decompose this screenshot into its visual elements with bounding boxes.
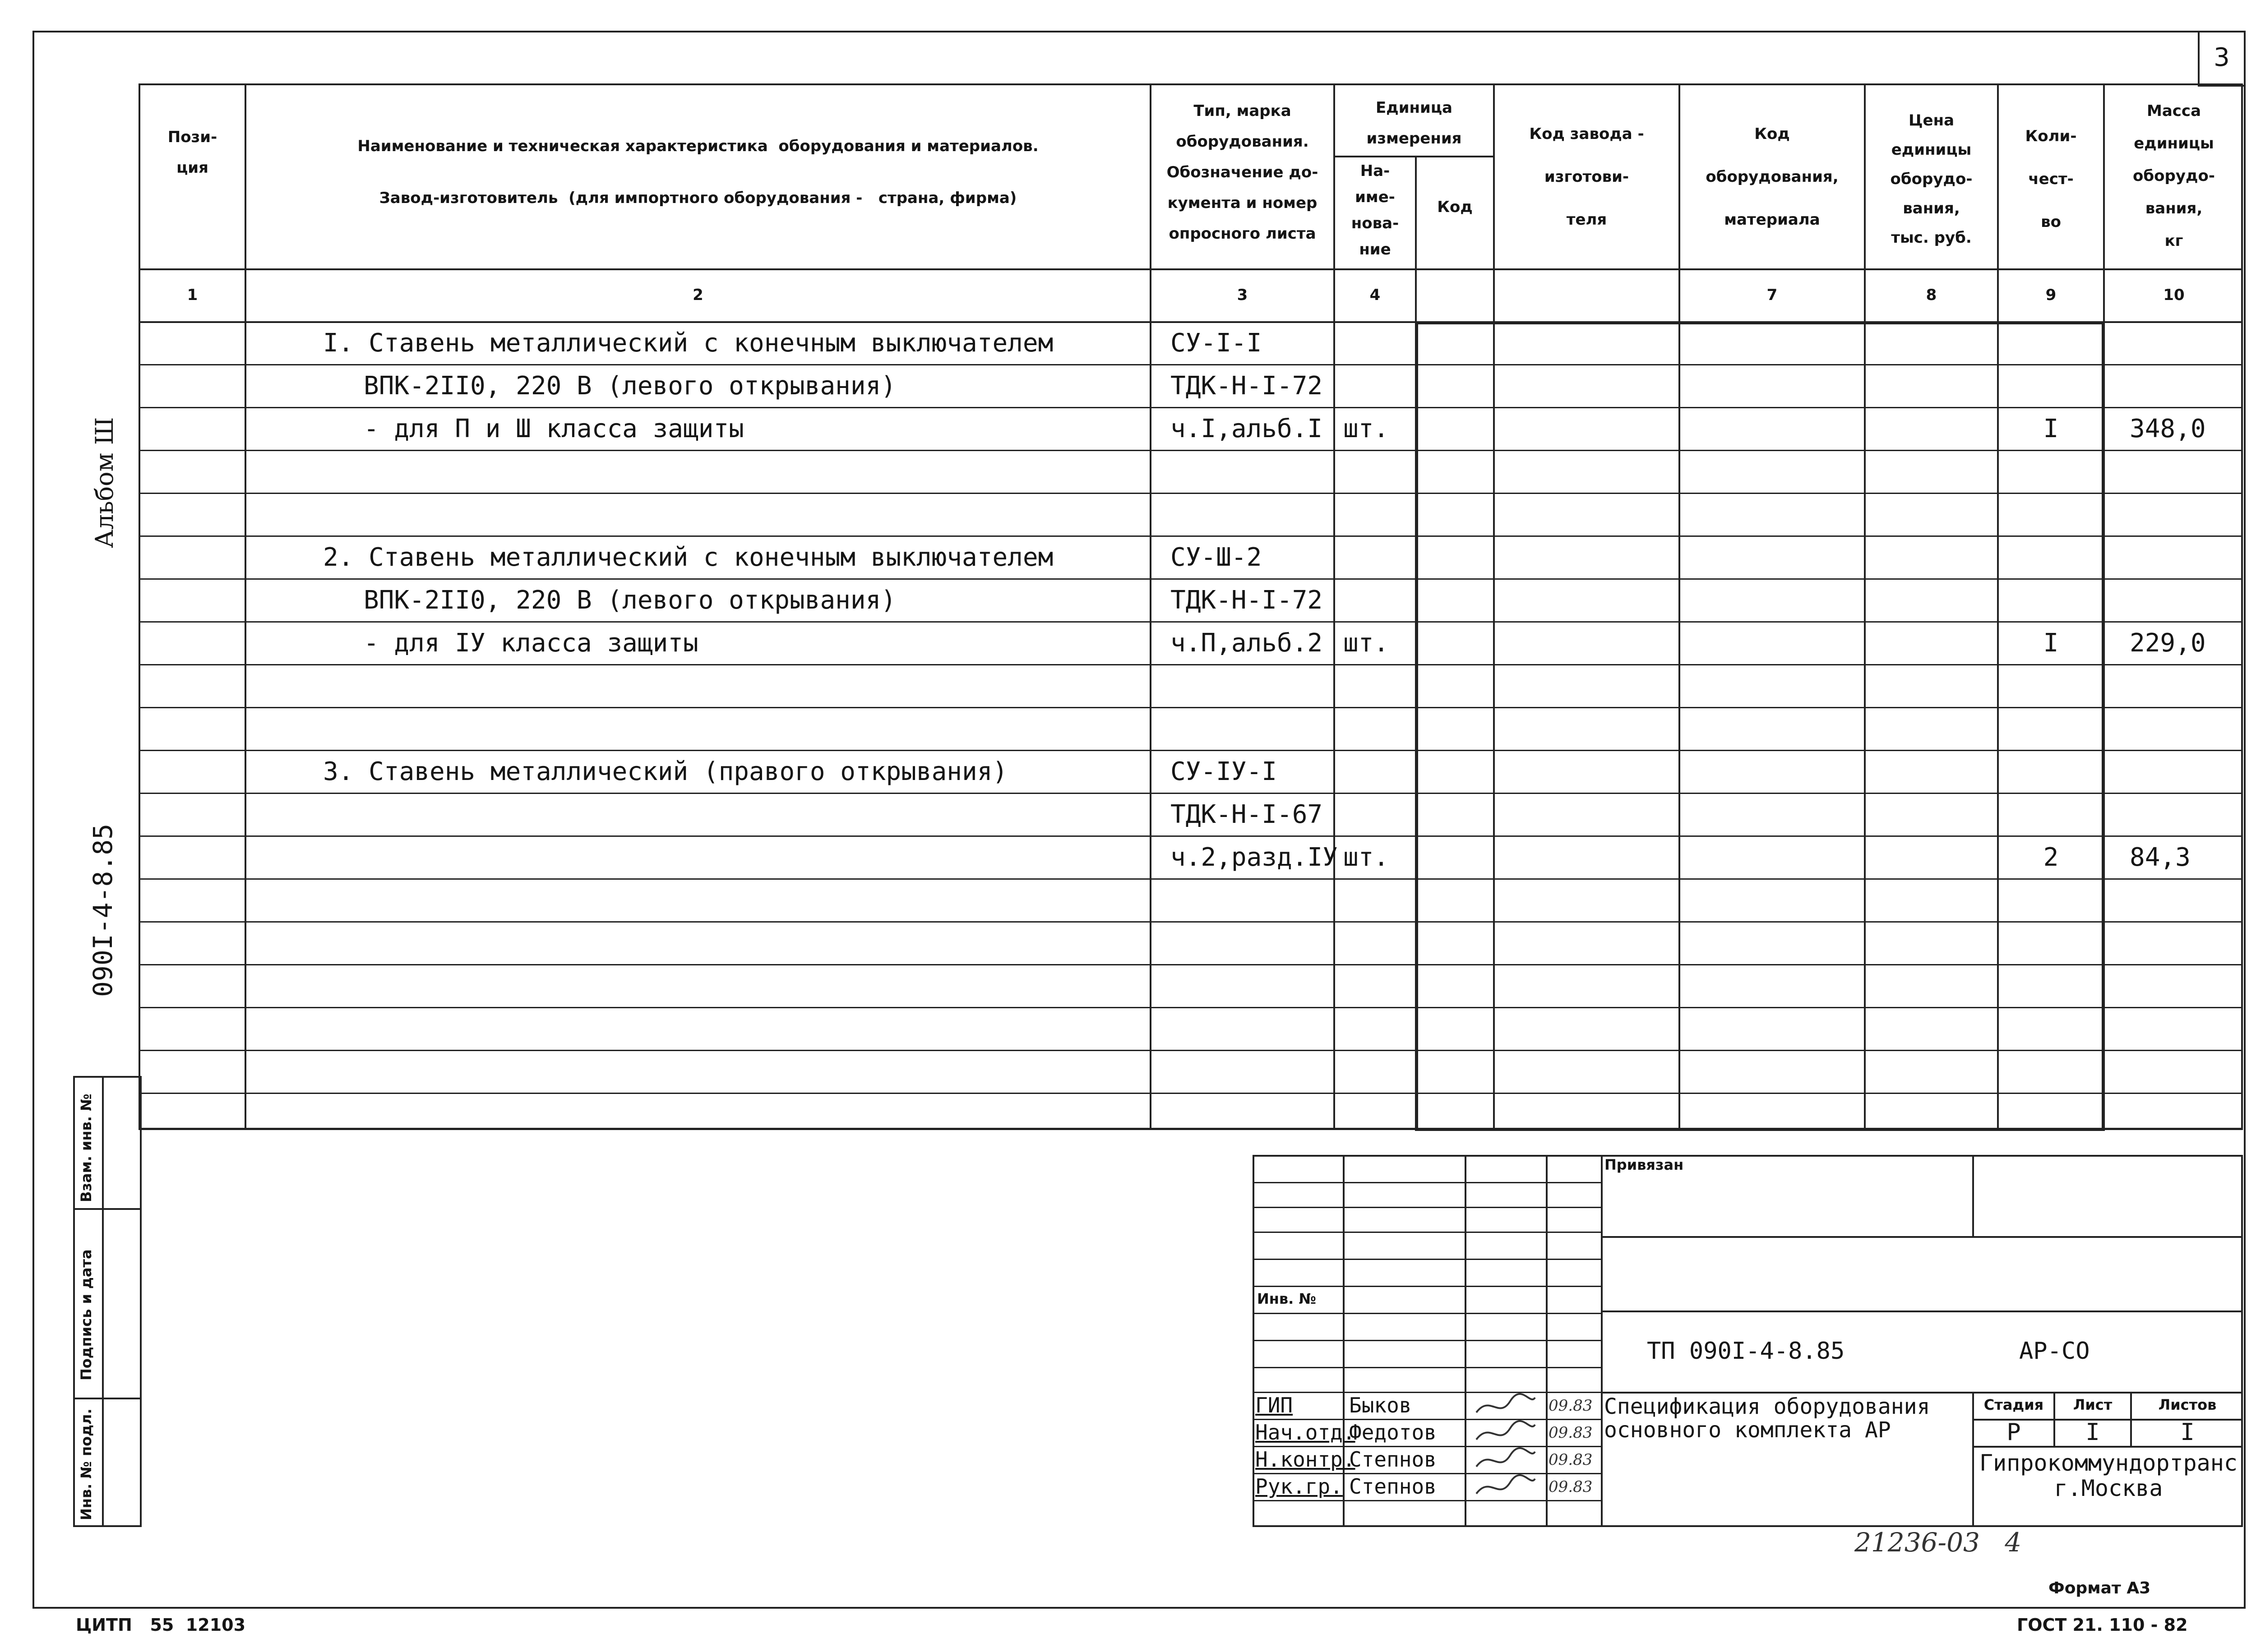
row-3-type: ч.I,альб.I	[1170, 414, 1323, 443]
sheet-number: 3	[2214, 43, 2230, 72]
header-price: Цена единицы оборудо- вания, тыс. руб.	[1890, 111, 1973, 247]
header-unit-name: На- име- нова- ние	[1351, 162, 1399, 258]
header-type: Тип, марка оборудования. Обозначение до- кумента и номер опросного листа	[1166, 102, 1318, 243]
header-plant-code: Код завода - изготови- теля	[1529, 125, 1644, 229]
row-12-type: ТДК-Н-I-67	[1170, 800, 1323, 829]
row-2-name: ВПК-2II0, 220 В (левого открывания)	[364, 371, 897, 401]
signature-mark-1	[1472, 1392, 1539, 1419]
col-num-10: 10	[2163, 286, 2185, 304]
designation: ТП 090I-4-8.85	[1647, 1338, 1845, 1365]
margin-label-vzam: Взам. инв. №	[78, 1094, 95, 1202]
signature-mark-2	[1472, 1419, 1539, 1446]
doc-title: Спецификация оборудования основного комплекта АР	[1604, 1394, 1930, 1443]
privyazan-label: Привязан	[1604, 1156, 1684, 1173]
header-unit-code: Код	[1437, 198, 1473, 216]
inv-no-label: Инв. №	[1257, 1290, 1316, 1307]
row-1-name: I. Ставень металлический с конечным выключателем	[323, 328, 1054, 358]
row-8-unit: шт.	[1343, 628, 1389, 658]
header-name-b: Завод-изготовитель (для импортного оборудования - страна, фирма)	[379, 189, 1017, 207]
sheets-value: I	[2180, 1419, 2195, 1446]
sheets-label: Листов	[2158, 1396, 2217, 1413]
signer-3-role: Н.контр.	[1255, 1447, 1355, 1472]
signature-mark-3	[1472, 1446, 1539, 1473]
signature-mark-4	[1472, 1473, 1539, 1500]
row-13-unit: шт.	[1343, 843, 1389, 872]
signer-2-date: 09.83	[1549, 1424, 1593, 1442]
col-num-7: 7	[1766, 286, 1778, 304]
row-3-name: - для П и Ш класса защиты	[364, 414, 744, 443]
row-3-mass: 348,0	[2130, 414, 2206, 443]
signer-1-date: 09.83	[1549, 1397, 1593, 1415]
row-7-type: ТДК-Н-I-72	[1170, 586, 1323, 615]
header-unit: Единица измерения	[1366, 99, 1462, 148]
row-3-unit: шт.	[1343, 414, 1389, 443]
signer-2-name: Федотов	[1349, 1420, 1437, 1444]
organization: Гипрокоммундортранс г.Москва	[1979, 1450, 2238, 1501]
margin-label-signature: Подпись и дата	[78, 1249, 95, 1380]
doc-code: АР-СО	[2019, 1338, 2090, 1365]
header-mass: Масса единицы оборудо- вания, кг	[2133, 102, 2215, 250]
footer-right: ГОСТ 21. 110 - 82	[2017, 1615, 2188, 1635]
signer-1-name: Быков	[1349, 1393, 1412, 1417]
col-num-3: 3	[1237, 286, 1248, 304]
header-equipment-code: Код оборудования, материала	[1706, 125, 1839, 229]
project-code-vertical: 090I-4-8.85	[88, 823, 118, 997]
signer-1-role: ГИП	[1255, 1393, 1293, 1417]
format-label: Формат А3	[2048, 1579, 2151, 1597]
row-6-type: СУ-Ш-2	[1170, 543, 1262, 572]
row-7-name: ВПК-2II0, 220 В (левого открывания)	[364, 586, 897, 615]
stage-label: Стадия	[1983, 1396, 2044, 1413]
signer-4-name: Степнов	[1349, 1474, 1437, 1499]
header-quantity: Коли- чест- во	[2025, 127, 2077, 231]
signer-4-role: Рук.гр.	[1255, 1474, 1343, 1499]
row-11-name: 3. Ставень металлический (правого открывания)	[323, 757, 1008, 786]
col-num-4: 4	[1369, 286, 1381, 304]
sheet-label: Лист	[2073, 1396, 2113, 1413]
row-8-type: ч.П,альб.2	[1170, 628, 1323, 658]
stage-value: Р	[2006, 1419, 2021, 1446]
signer-3-name: Степнов	[1349, 1447, 1437, 1472]
row-13-mass: 84,3	[2130, 843, 2191, 872]
row-2-type: ТДК-Н-I-72	[1170, 371, 1323, 401]
header-name-a: Наименование и техническая характеристика оборудования и материалов.	[357, 137, 1039, 155]
row-8-name: - для IУ класса защиты	[364, 628, 698, 658]
row-1-type: СУ-I-I	[1170, 328, 1262, 358]
col-num-2: 2	[693, 286, 703, 304]
margin-label-inv-podl: Инв. № подл.	[78, 1408, 95, 1520]
header-position: Пози- ция	[167, 128, 217, 177]
row-6-name: 2. Ставень металлический с конечным выключателем	[323, 543, 1054, 572]
signer-3-date: 09.83	[1549, 1451, 1593, 1469]
stamp-number: 21236-03 4	[1854, 1527, 2022, 1558]
album-label: Альбом Ш	[90, 417, 119, 548]
row-3-qty: I	[2043, 414, 2059, 443]
col-num-8: 8	[1926, 286, 1937, 304]
row-11-type: СУ-IУ-I	[1170, 757, 1277, 786]
sheet-value: I	[2085, 1419, 2100, 1446]
col-num-9: 9	[2045, 286, 2057, 304]
signer-4-date: 09.83	[1549, 1478, 1593, 1496]
row-8-mass: 229,0	[2130, 628, 2206, 658]
row-8-qty: I	[2043, 628, 2059, 658]
col-num-1: 1	[187, 286, 198, 304]
row-13-qty: 2	[2043, 843, 2059, 872]
footer-left: ЦИТП 55 12103	[76, 1615, 246, 1635]
row-13-type: ч.2,разд.IУ	[1170, 843, 1338, 872]
signer-2-role: Нач.отд.	[1255, 1420, 1355, 1444]
